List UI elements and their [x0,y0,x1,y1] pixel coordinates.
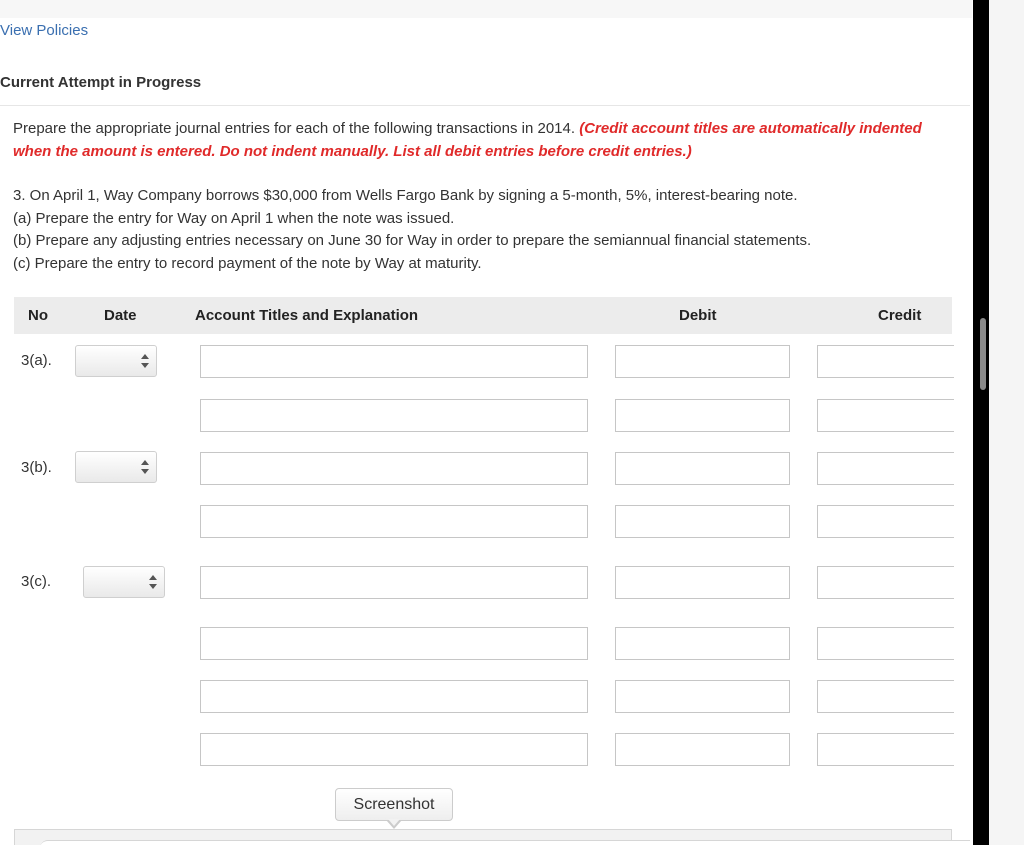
problem-line: (a) Prepare the entry for Way on April 1 when the note was issued. [13,209,455,227]
side-area [989,0,1024,845]
debit-input-row7[interactable] [615,680,790,713]
account-input-row6[interactable] [200,627,588,660]
debit-input-row8[interactable] [615,733,790,766]
credit-input-row3[interactable] [817,452,954,485]
window-edge [973,0,989,845]
attempt-status: Current Attempt in Progress [0,74,202,91]
date-select-3a[interactable] [75,345,157,377]
date-select-3b[interactable] [75,451,157,483]
debit-input-row5[interactable] [615,566,790,599]
tooltip-tail-inner [388,819,400,826]
credit-input-row8[interactable] [817,733,954,766]
debit-input-row3[interactable] [615,452,790,485]
view-policies-link[interactable]: View Policies [0,22,89,39]
debit-input-row4[interactable] [615,505,790,538]
account-input-row3[interactable] [200,452,588,485]
problem-line: (c) Prepare the entry to record payment of the note by Way at maturity. [13,254,482,272]
problem-line: (b) Prepare any adjusting entries necessary on June 30 for Way in order to prepare the semiannual financial statements. [13,232,812,249]
header-debit: Debit [679,307,717,324]
problem-line: 3. On April 1, Way Company borrows $30,000 from Wells Fargo Bank by signing a 5-month, 5%, interest-bearing note. [13,187,798,204]
entry-label-3a: 3(a). [21,352,52,369]
instructions [13,118,958,163]
debit-input-row1[interactable] [615,345,790,378]
credit-input-row2[interactable] [817,399,954,432]
account-input-row1[interactable] [200,345,588,378]
select-arrows-icon [149,575,157,589]
date-select-3c[interactable] [83,566,165,598]
debit-input-row6[interactable] [615,627,790,660]
header-no: No [28,307,48,324]
credit-input-row1[interactable] [817,345,954,378]
select-arrows-icon [141,460,149,474]
entry-label-3c: 3(c). [21,573,51,590]
instructions-emphasis: (Credit account titles are automatically indented when the amount is entered. Do not indent manually. List all debit entries before credit entries.) [13,120,922,160]
header-date: Date [104,307,137,324]
entry-label-3b: 3(b). [21,459,52,476]
account-input-row5[interactable] [200,566,588,599]
credit-input-row7[interactable] [817,680,954,713]
top-strip [0,0,972,18]
journal-table-header [14,297,952,334]
account-input-row8[interactable] [200,733,588,766]
credit-input-row5[interactable] [817,566,954,599]
scrollbar-thumb[interactable] [980,318,986,390]
instructions-text: Prepare the appropriate journal entries for each of the following transactions in 2014. [13,120,580,137]
account-input-row4[interactable] [200,505,588,538]
debit-input-row2[interactable] [615,399,790,432]
header-credit: Credit [878,307,922,324]
header-account: Account Titles and Explanation [195,307,419,324]
problem-statement [13,185,943,275]
select-arrows-icon [141,354,149,368]
credit-input-row4[interactable] [817,505,954,538]
section-divider [0,105,970,106]
account-input-row7[interactable] [200,680,588,713]
screenshot-tooltip[interactable]: Screenshot [335,788,453,821]
account-input-row2[interactable] [200,399,588,432]
bottom-panel-overlay [40,840,970,845]
credit-input-row6[interactable] [817,627,954,660]
